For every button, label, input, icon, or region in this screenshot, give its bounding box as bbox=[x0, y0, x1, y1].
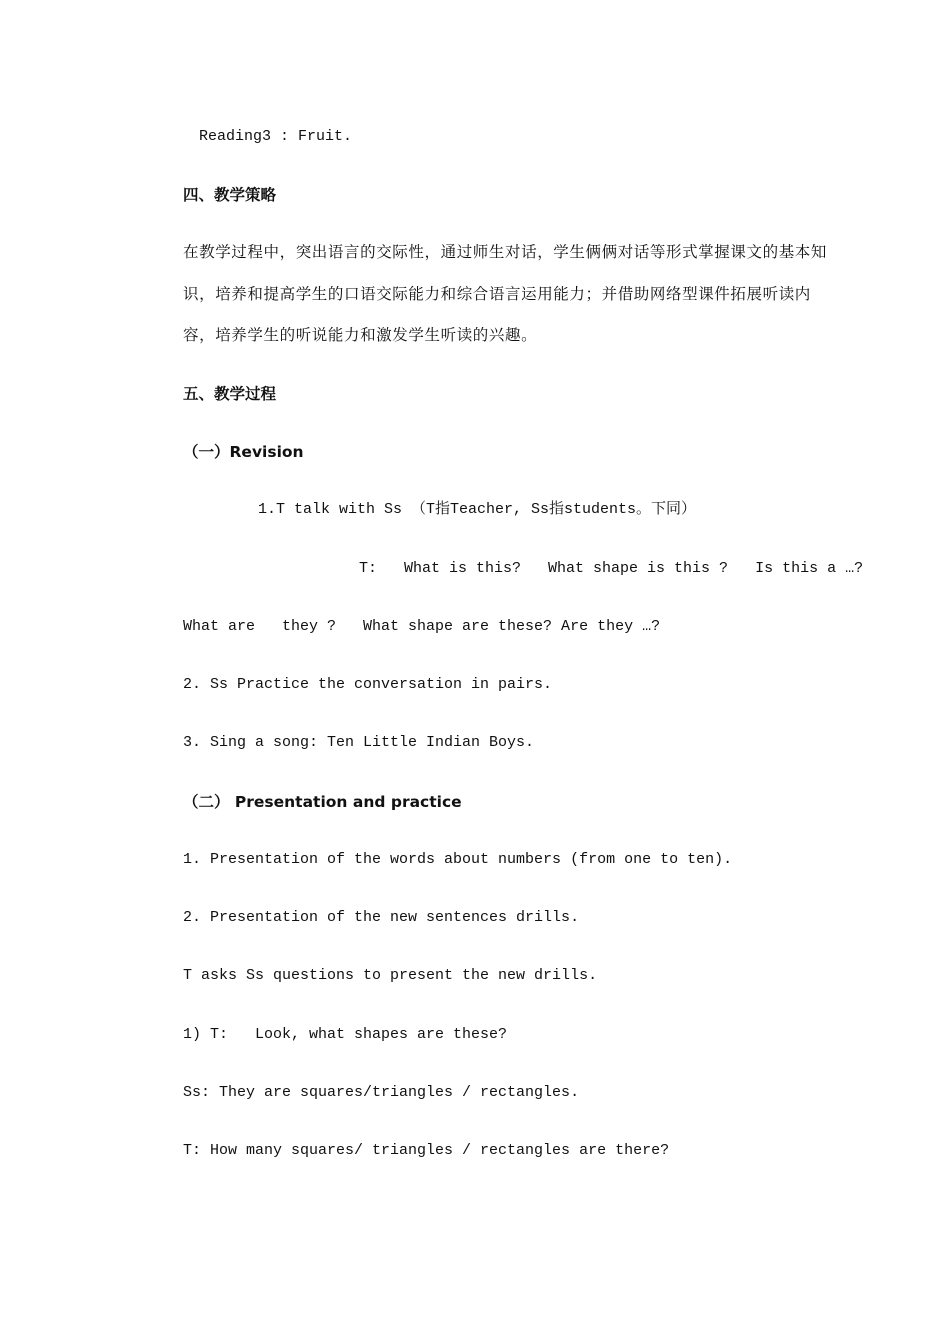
section5-heading: 五、教学过程 bbox=[183, 385, 277, 403]
reading3-line: Reading3 : Fruit. bbox=[199, 128, 353, 145]
revision-dialogue-line-2: What are they ? What shape are these? Are they …? bbox=[183, 618, 661, 635]
section4-paragraph: 在教学过程中，突出语言的交际性，通过师生对话，学生俩俩对话等形式掌握课文的基本知识，培养和提高学生的口语交际能力和综合语言运用能力；并借助网络型课件拓展听读内容，培养学生的听说能力和激发学生听读的兴趣。 bbox=[183, 243, 828, 344]
revision-item-1: 1.T talk with Ss （T指Teacher, Ss指students。下同） bbox=[258, 501, 697, 518]
part2-heading: （二） Presentation and practice bbox=[183, 793, 462, 811]
presentation-note: T asks Ss questions to present the new drills. bbox=[183, 967, 598, 984]
presentation-item-1: 1. Presentation of the words about numbers (from one to ten). bbox=[183, 851, 733, 868]
presentation-item-2: 2. Presentation of the new sentences drills. bbox=[183, 909, 580, 926]
section4-heading: 四、教学策略 bbox=[183, 186, 277, 204]
revision-item-2: 2. Ss Practice the conversation in pairs. bbox=[183, 676, 553, 693]
drill1-students-line: Ss: They are squares/triangles / rectangles. bbox=[183, 1084, 580, 1101]
part1-heading: （一）Revision bbox=[183, 443, 304, 461]
revision-dialogue-line-1: T: What is this? What shape is this ? Is this a …? bbox=[359, 560, 864, 577]
revision-item-3: 3. Sing a song: Ten Little Indian Boys. bbox=[183, 734, 535, 751]
drill1-teacher-line: 1) T: Look, what shapes are these? bbox=[183, 1026, 508, 1043]
drill1-teacher-question: T: How many squares/ triangles / rectangles are there? bbox=[183, 1142, 670, 1159]
